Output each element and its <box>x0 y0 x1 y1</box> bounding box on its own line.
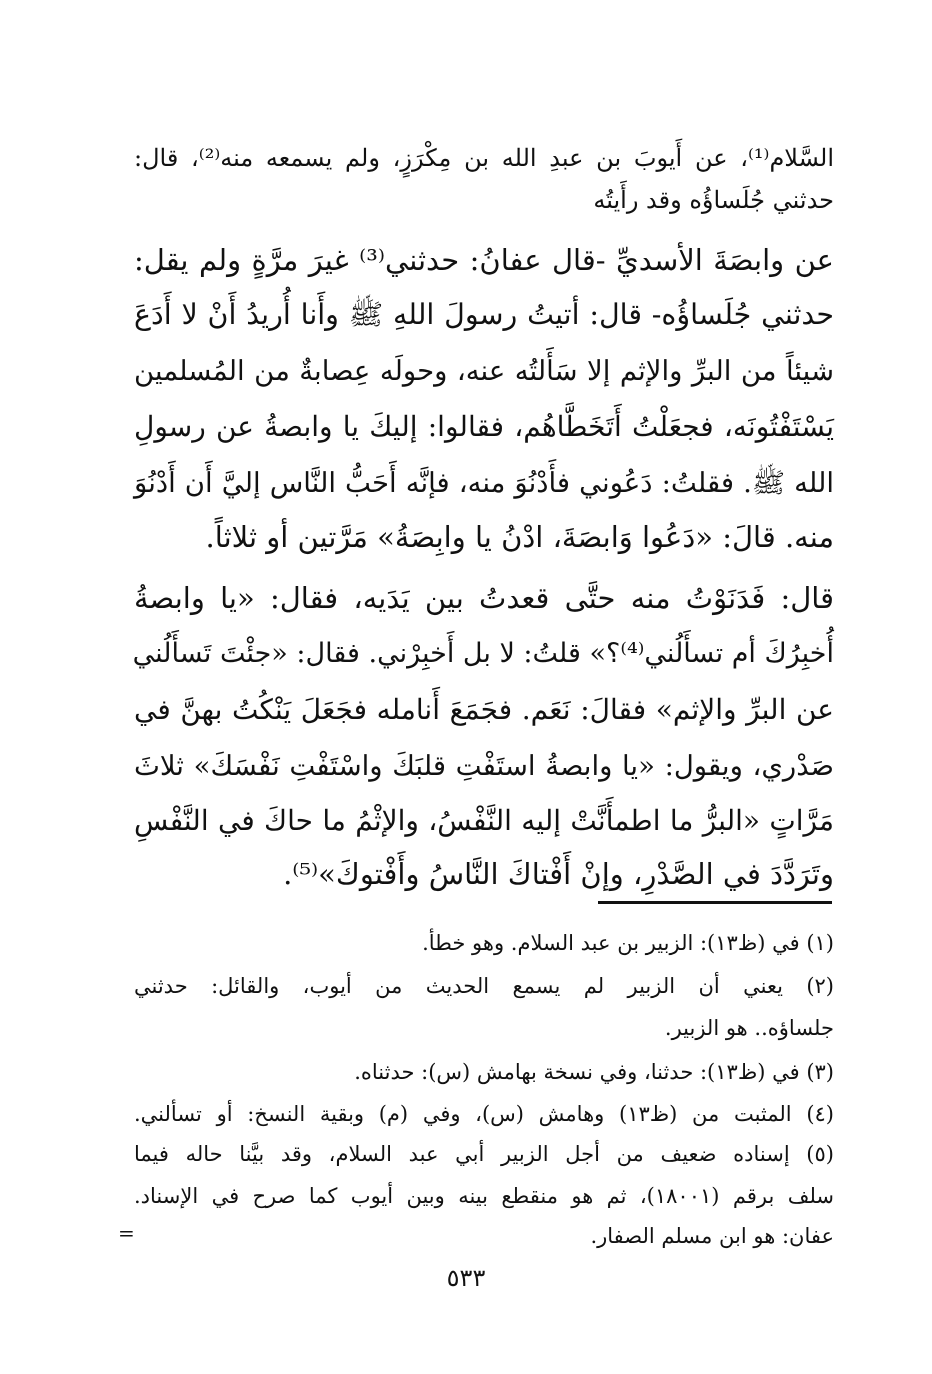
paragraph-1-line-3: شيئاً من البرِّ والإثم إلا سَأَلتُه عنه، وحولَه عِصابةٌ من المُسلمين <box>134 355 834 387</box>
intro-line-2: حدثني جُلَساؤُه وقد رأَيتُه <box>593 186 834 214</box>
footnote-3: (٣) في (ظ١٣): حدثنا، وفي نسخة بهامش (س): حدثناه. <box>354 1060 834 1084</box>
paragraph-1-line-6: منه. قالَ: «دَعُوا وَابصَةَ، ادْنُ يا وابِصَةُ» مَرَّتين أو ثلاثاً. <box>205 520 834 554</box>
footnote-5-line-2: سلف برقم (١٨٠٠١)، ثم هو منقطع بينه وبين أيوب كما صرح في الإسناد. <box>134 1184 834 1208</box>
paragraph-1-line-2: حدثني جُلَساؤُه- قال: أتيتُ رسولَ اللهِ ﷺ وأَنا أُريدُ أَنْ لا أَدَعَ <box>134 298 834 331</box>
paragraph-1-line-1: عن وابصَةَ الأسديِّ -قال عفانُ: حدثني⁽³⁾ غيرَ مرَّةٍ ولم يقل: <box>134 243 834 277</box>
paragraph-2-line-3: عن البرِّ والإثم» فقالَ: نَعَم. فجَمَعَ أَنامله فجَعَلَ يَنْكُتُ بهنَّ في <box>134 693 834 726</box>
footnote-5-line-3: عفان: هو ابن مسلم الصفار. <box>590 1224 834 1248</box>
paragraph-2-line-2: أُخبِرُكَ أم تسأَلُني⁽⁴⁾؟» قلتُ: لا بل أَخبِرْني. فقال: «جئْتَ تَسأَلُني <box>132 638 834 669</box>
paragraph-1-line-5: الله ﷺ. فقلتُ: دَعُوني فأَدْنُوَ منه، فإنَّه أَحَبُّ النَّاس إليَّ أَن أَدْنُوَ <box>134 467 834 499</box>
footnote-5-line-1: (٥) إسناده ضعيف من أجل الزبير أبي عبد السلام، وقد بيَّنا حاله فيما <box>134 1142 834 1166</box>
footnote-2-line-1: (٢) يعني أن الزبير لم يسمع الحديث من أيوب، والقائل: حدثني <box>134 974 834 998</box>
paragraph-2-line-5: مَرَّاتٍ «البرُّ ما اطمأَنَّتْ إليه النَّفْسُ، والإثْمُ ما حاكَ في النَّفْسِ <box>134 804 834 837</box>
footnote-separator <box>598 901 832 904</box>
paragraph-2-line-6: وتَرَدَّدَ في الصَّدْرِ، وإنْ أَفْتاكَ النَّاسُ وأَفْتوكَ»⁽⁵⁾. <box>283 857 834 891</box>
paragraph-2-line-4: صَدْري، ويقول: «يا وابصةُ استَفْتِ قلبَكَ واسْتَفْتِ نَفْسَكَ» ثلاثَ <box>134 750 834 782</box>
footnote-1: (١) في (ظ١٣): الزبير بن عبد السلام. وهو خطأ. <box>422 931 834 955</box>
paragraph-2-line-1: قال: فَدَنَوْتُ منه حتَّى قعدتُ بين يَدَيه، فقال: «يا وابصةُ <box>134 581 834 615</box>
continuation-mark: = <box>118 1221 135 1245</box>
footnote-2-line-2: جلساؤه.. هو الزبير. <box>664 1016 834 1040</box>
paragraph-1-line-4: يَسْتَفْتُونَه، فجعَلْتُ أَتَخَطَّاهُم، فقالوا: إليكَ يا وابصةُ عن رسولِ <box>134 410 834 443</box>
footnote-4: (٤) المثبت من (ظ١٣) وهامش (س)، وفي (م) وبقية النسخ: أو تسألني. <box>134 1102 834 1126</box>
page-number: ٥٣٣ <box>446 1264 486 1292</box>
intro-line-1: السَّلام⁽¹⁾، عن أَيوبَ بن عبدِ الله بن مِكْرَزٍ، ولم يسمعه منه⁽²⁾، قال: <box>134 144 835 172</box>
